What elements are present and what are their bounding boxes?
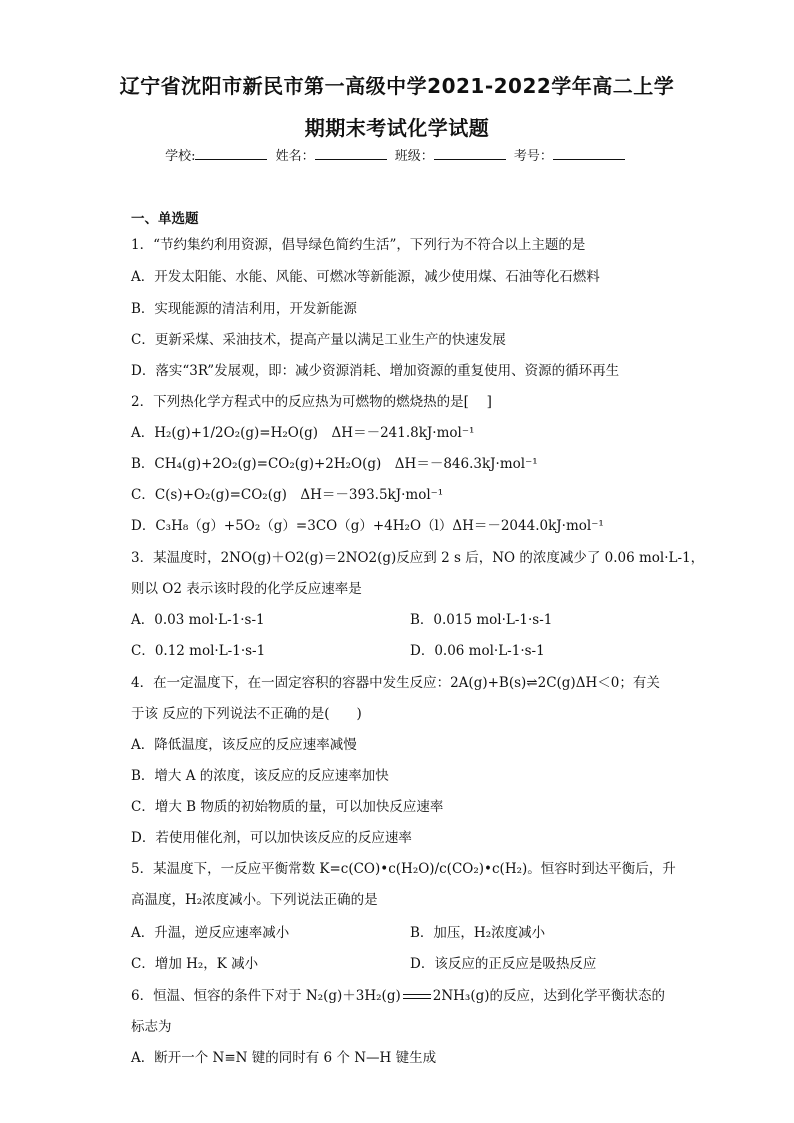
q6-stem-line2: 标志为 [131,1019,172,1035]
q4-stem-line2: 于该 反应的下列说法不正确的是( ) [131,706,362,722]
student-info-row [0,145,794,164]
q6-stem-line1 [131,984,665,1004]
q6-option-a: A．断开一个 N≡N 键的同时有 6 个 N—H 键生成 [131,1050,437,1066]
exam-title-line1: 辽宁省沈阳市新民市第一高级中学2021-2022学年高二上学 [119,74,675,98]
section-heading: 一、单选题 [131,211,199,227]
q3-option-a: A．0.03 mol·L-1·s-1 [131,612,265,628]
q5-option-b: B．加压，H₂浓度减小 [410,925,546,941]
q4-option-c: C．增大 B 物质的初始物质的量，可以加快反应速率 [131,799,444,815]
q5-stem-line2: 高温度，H₂浓度减小。下列说法正确的是 [131,892,378,908]
equilibrium-arrow-icon [401,992,433,1002]
name-label: 姓名： [275,149,315,164]
q4-option-a: A．降低温度，该反应的反应速率减慢 [131,737,357,753]
class-label: 班级： [394,149,434,164]
q2-option-a: A．H₂(g)+1/2O₂(g)=H₂O(g) ΔH＝－241.8kJ·mol⁻¹ [131,425,475,441]
q5-option-c: C．增加 H₂，K 减小 [131,956,259,972]
number-label: 考号： [513,149,553,164]
name-blank [315,147,387,160]
school-label: 学校: [165,149,196,164]
q1-option-d: D．落实“3R”发展观，即：减少资源消耗、增加资源的重复使用、资源的循环再生 [131,363,620,379]
q5-option-d: D．该反应的正反应是吸热反应 [410,956,597,972]
q2-option-c: C．C(s)+O₂(g)=CO₂(g) ΔH＝－393.5kJ·mol⁻¹ [131,487,444,503]
q5-option-a: A．升温，逆反应速率减小 [131,925,290,941]
q3-option-b: B．0.015 mol·L-1·s-1 [410,612,553,628]
q6-stem-part2: 2NH₃(g)的反应，达到化学平衡状态的 [432,988,665,1004]
q1-option-a: A．开发太阳能、水能、风能、可燃冰等新能源，减少使用煤、石油等化石燃料 [131,269,600,285]
q1-option-c: C．更新采煤、采油技术，提高产量以满足工业生产的快速发展 [131,332,506,348]
q1-option-b: B．实现能源的清洁利用，开发新能源 [131,301,357,317]
q2-option-b: B．CH₄(g)+2O₂(g)=CO₂(g)+2H₂O(g) ΔH＝－846.3kJ·mol⁻¹ [131,456,538,472]
q4-option-b: B．增大 A 的浓度，该反应的反应速率加快 [131,768,389,784]
q5-stem-line1: 5．某温度下，一反应平衡常数 K=c(CO)•c(H₂O)/c(CO₂)•c(H₂)。恒容时到达平衡后，升 [131,861,676,877]
q2-option-d: D．C₃H₈（g）+5O₂（g）=3CO（g）+4H₂O（l）ΔH＝－2044.0kJ·mol⁻¹ [131,518,604,534]
q3-stem-line2: 则以 O2 表示该时段的化学反应速率是 [131,581,362,597]
q2-stem: 2．下列热化学方程式中的反应热为可燃物的燃烧热的是[ ] [131,394,492,410]
exam-title-line2: 期期末考试化学试题 [304,116,490,140]
school-blank [195,147,267,160]
q6-stem-part1: 6．恒温、恒容的条件下对于 N₂(g)＋3H₂(g) [131,988,401,1004]
q1-stem: 1．“节约集约利用资源，倡导绿色简约生活”，下列行为不符合以上主题的是 [131,237,586,253]
q4-option-d: D．若使用催化剂，可以加快该反应的反应速率 [131,830,412,846]
number-blank [553,147,625,160]
q4-stem-line1: 4．在一定温度下，在一固定容积的容器中发生反应：2A(g)+B(s)⇌2C(g)ΔH＜0；有关 [131,675,660,691]
class-blank [434,147,506,160]
q3-stem-line1: 3．某温度时，2NO(g)＋O2(g)＝2NO2(g)反应到 2 s 后，NO 的浓度减少了 0.06 mol·L-1， [131,550,705,566]
q3-option-c: C．0.12 mol·L-1·s-1 [131,643,266,659]
q3-option-d: D．0.06 mol·L-1·s-1 [410,643,545,659]
